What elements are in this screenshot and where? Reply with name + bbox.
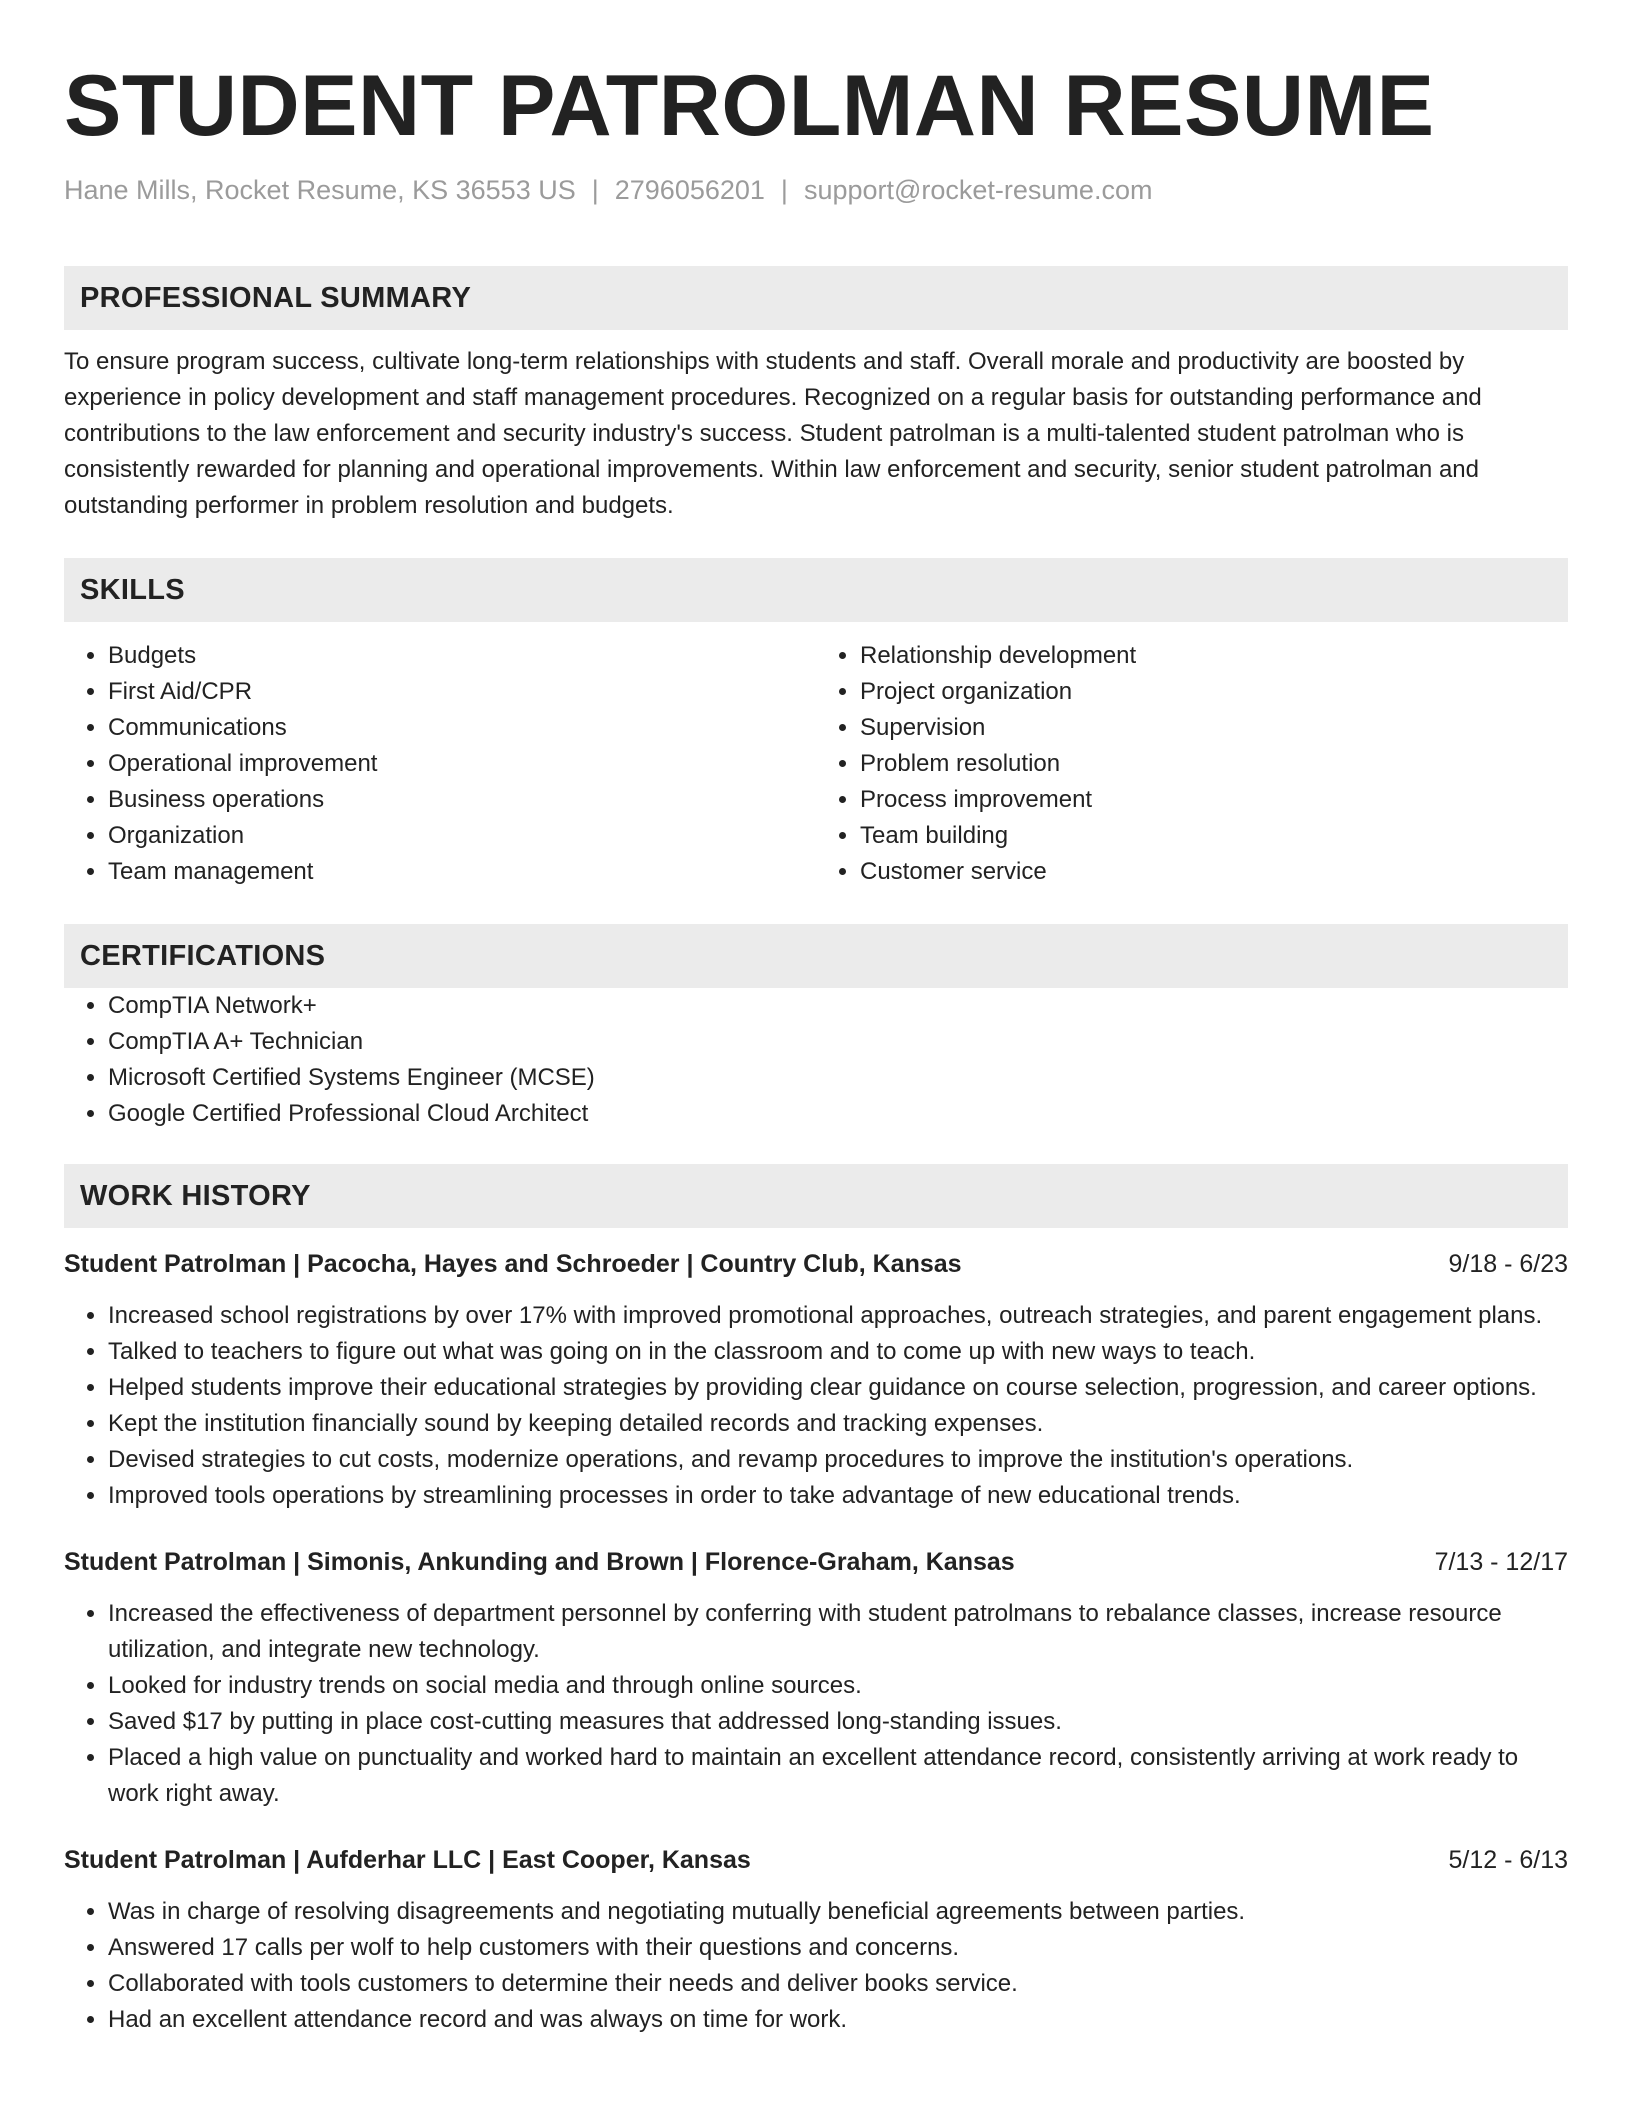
skill-item: • Relationship development — [860, 638, 1568, 674]
skills-column-left — [64, 638, 816, 890]
contact-line — [64, 172, 1568, 208]
job-bullet: • Saved $17 by putting in place cost-cutting measures that addressed long-standing issues. — [108, 1704, 1568, 1740]
job-dates: 5/12 - 6/13 — [1448, 1846, 1568, 1874]
job-bullet: • Answered 17 calls per wolf to help customers with their questions and concerns. — [108, 1930, 1568, 1966]
job-title: Student Patrolman | Simonis, Ankunding and Brown | Florence-Graham, Kansas — [64, 1548, 1015, 1576]
contact-address: Hane Mills, Rocket Resume, KS 36553 US — [64, 175, 576, 205]
skill-item: • Supervision — [860, 710, 1568, 746]
job-bullets — [64, 1298, 1568, 1514]
contact-separator: | — [591, 175, 599, 205]
certifications-heading: CERTIFICATIONS — [64, 924, 1568, 988]
job-bullet: • Increased school registrations by over 17% with improved promotional approaches, outreach strategies, and parent engagement plans. — [108, 1298, 1568, 1334]
skill-item: • First Aid/CPR — [108, 674, 816, 710]
summary-heading: PROFESSIONAL SUMMARY — [64, 266, 1568, 330]
skill-item: • Customer service — [860, 854, 1568, 890]
work-history-heading: WORK HISTORY — [64, 1164, 1568, 1228]
skill-item: • Team management — [108, 854, 816, 890]
skill-item: • Operational improvement — [108, 746, 816, 782]
certification-item: • Google Certified Professional Cloud Architect — [108, 1096, 1568, 1132]
skills-heading: SKILLS — [64, 558, 1568, 622]
certification-item: • CompTIA A+ Technician — [108, 1024, 1568, 1060]
job-bullet: • Collaborated with tools customers to determine their needs and deliver books service. — [108, 1966, 1568, 2002]
certification-item: • CompTIA Network+ — [108, 988, 1568, 1024]
job-dates: 7/13 - 12/17 — [1434, 1548, 1568, 1576]
skill-item: • Team building — [860, 818, 1568, 854]
job-title: Student Patrolman | Pacocha, Hayes and Schroeder | Country Club, Kansas — [64, 1250, 962, 1278]
job-bullet: • Devised strategies to cut costs, modernize operations, and revamp procedures to improve the institution's operations. — [108, 1442, 1568, 1478]
skill-item: • Communications — [108, 710, 816, 746]
job-bullet: • Helped students improve their educational strategies by providing clear guidance on course selection, progression, and career options. — [108, 1370, 1568, 1406]
certification-item: • Microsoft Certified Systems Engineer (MCSE) — [108, 1060, 1568, 1096]
contact-email: support@rocket-resume.com — [803, 175, 1153, 205]
certifications-list — [64, 988, 1568, 1132]
job-bullet: • Placed a high value on punctuality and worked hard to maintain an excellent attendance record, consistently arriving at work ready to work right away. — [108, 1740, 1568, 1812]
summary-text: To ensure program success, cultivate long-term relationships with students and staff. Overall morale and productivity are boosted by experience in policy development and staff management procedures. Recognized on a regular basis for outstanding performance and contributions to the law enforcement and security industry's success. Student patrolman is a multi-talented student patrolman who is consistently rewarded for planning and operational improvements. Within law enforcement and security, senior student patrolman and outstanding performer in problem resolution and budgets. — [64, 348, 1482, 519]
job-entry — [64, 1842, 1568, 2038]
job-bullet: • Was in charge of resolving disagreements and negotiating mutually beneficial agreements between parties. — [108, 1894, 1568, 1930]
skill-item: • Problem resolution — [860, 746, 1568, 782]
skill-item: • Budgets — [108, 638, 816, 674]
job-bullets — [64, 1596, 1568, 1812]
job-entry — [64, 1544, 1568, 1812]
contact-phone: 2796056201 — [614, 175, 765, 205]
skill-item: • Business operations — [108, 782, 816, 818]
job-bullet: • Improved tools operations by streamlining processes in order to take advantage of new educational trends. — [108, 1478, 1568, 1514]
page-title: STUDENT PATROLMAN RESUME — [64, 58, 1435, 154]
job-dates: 9/18 - 6/23 — [1448, 1250, 1568, 1278]
skill-item: • Project organization — [860, 674, 1568, 710]
job-bullet: • Looked for industry trends on social media and through online sources. — [108, 1668, 1568, 1704]
job-bullets — [64, 1894, 1568, 2038]
skill-item: • Organization — [108, 818, 816, 854]
skills-column-right — [816, 638, 1568, 890]
skills-list — [64, 638, 1568, 890]
contact-separator: | — [780, 175, 788, 205]
job-bullet: • Kept the institution financially sound by keeping detailed records and tracking expenses. — [108, 1406, 1568, 1442]
job-header — [64, 1544, 1568, 1580]
job-bullet: • Had an excellent attendance record and was always on time for work. — [108, 2002, 1568, 2038]
job-entry — [64, 1246, 1568, 1514]
job-bullet: • Talked to teachers to figure out what was going on in the classroom and to come up with new ways to teach. — [108, 1334, 1568, 1370]
job-header — [64, 1246, 1568, 1282]
job-title: Student Patrolman | Aufderhar LLC | East Cooper, Kansas — [64, 1846, 751, 1874]
job-header — [64, 1842, 1568, 1878]
skill-item: • Process improvement — [860, 782, 1568, 818]
job-bullet: • Increased the effectiveness of department personnel by conferring with student patrolmans to rebalance classes, increase resource utilization, and integrate new technology. — [108, 1596, 1568, 1668]
